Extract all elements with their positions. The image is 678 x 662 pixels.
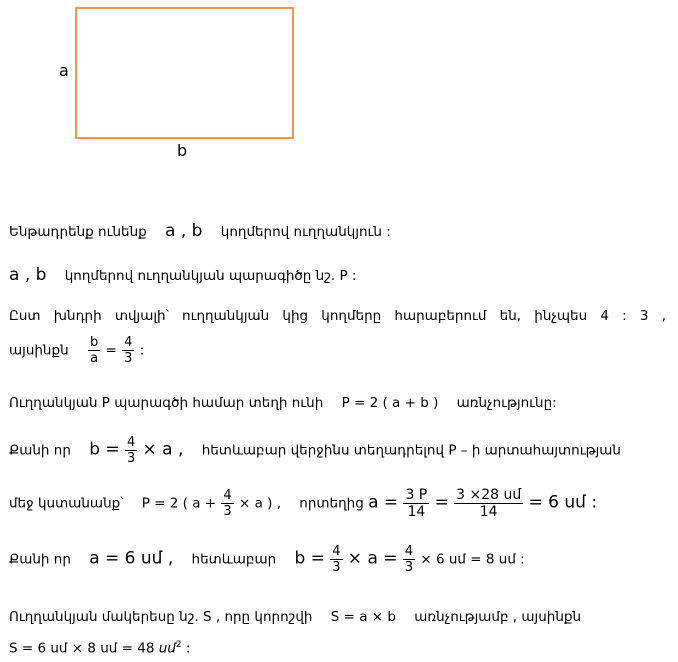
text-line-7: մեջ կստանանք՝ P = 2 ( a + $\frac{4}{3}$ × a ) , որտեղից a = $\frac{3 P}{14}$ = $\frac{\text{3 ×28 սմ}}{14}$ = 6 սմ : [9, 487, 598, 520]
text-line-1: Ենթադրենք ունենք a , b կողմերով ուղղանկյուն : [9, 221, 391, 241]
text-line-2: a , b կողմերով ուղղանկյան պարագիծը նշ. P : [9, 265, 357, 285]
text-line-9: Ուղղանկյան մակերեսը նշ. S , որը կորոշվի S = a × b առնչությամբ , այսինքն [9, 609, 582, 625]
side-b-label: b [177, 141, 188, 160]
side-a-label: a [59, 61, 69, 80]
vars-ab: a , b [165, 221, 203, 241]
fraction-4-over-3: $\frac{4}{3}$ [126, 435, 136, 466]
text-line-6: Քանի որ b = $\frac{4}{3}$ × a , հետևաբար վերջինս տեղադրելով P – ի արտահայտության [9, 435, 621, 466]
perimeter-formula: P = 2 ( a + b ) [341, 395, 439, 411]
fraction-4-over-3: $\frac{4}{3}$ [124, 335, 133, 366]
area-formula: S = a × b [330, 609, 396, 625]
text-line-4: այսինքն $\frac{b}{a}$ = $\frac{4}{3}$ : [9, 335, 145, 366]
text-line-10: S = 6 սմ × 8 սմ = 48 սմ$^2$ : [9, 640, 191, 657]
fraction-3p-over-14: $\frac{3 P}{14}$ [405, 487, 428, 520]
fraction-4-over-3: $\frac{4}{3}$ [223, 488, 232, 519]
fraction-4-over-3: $\frac{4}{3}$ [332, 544, 341, 575]
fraction-4-over-3: $\frac{4}{3}$ [404, 544, 414, 575]
fraction-b-over-a: $\frac{b}{a}$ [89, 335, 99, 366]
rectangle-figure [75, 7, 294, 139]
text-line-5: Ուղղանկյան P պարագծի համար տեղի ունի P = 2 ( a + b ) առնչությունը: [9, 395, 557, 411]
text-line-3: Ըստ խնդրի տվյալի՝ ուղղանկյան կից կողմերը հարաբերում են, ինչպես 4 : 3 , [9, 308, 666, 324]
text-line-8: Քանի որ a = 6 սմ , հետևաբար b = $\frac{4}{3}$ × a = $\frac{4}{3}$ × 6 սմ = 8 սմ : [9, 544, 525, 575]
fraction-3x28-over-14: $\frac{\text{3 ×28 սմ}}{14}$ [456, 487, 522, 520]
